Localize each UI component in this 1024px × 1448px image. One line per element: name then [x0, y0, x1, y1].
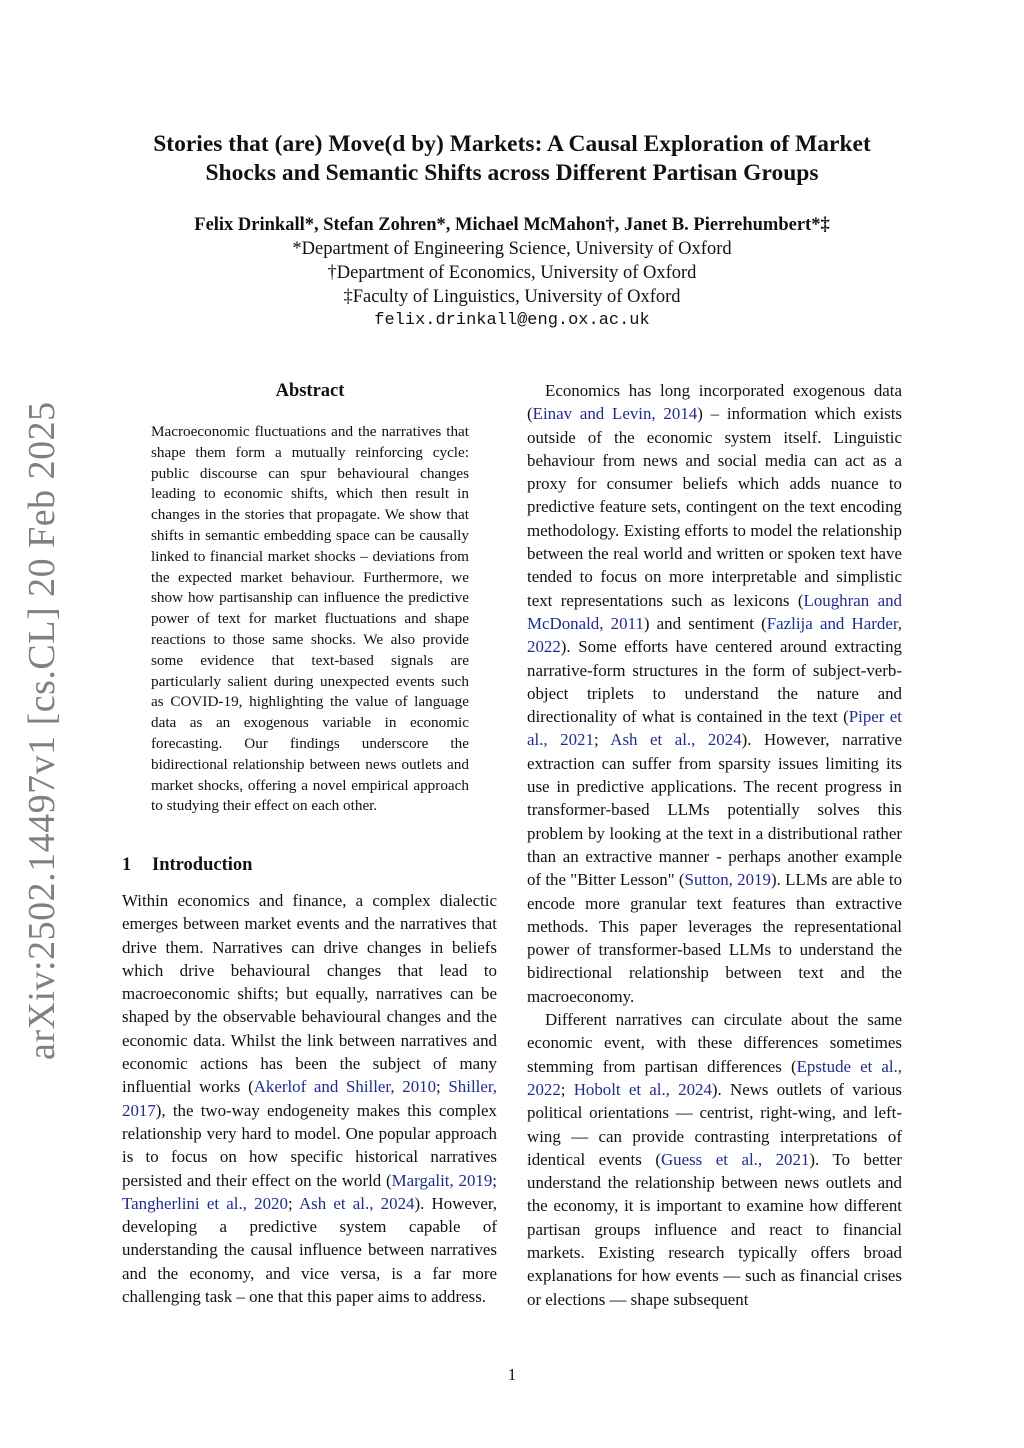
body-text: Different narratives can circulate about the same economic event, with these differences sometimes stemming from partisan differences ( [527, 1010, 902, 1076]
body-text: ). To better understand the relationship between news outlets and the economy, it is important to examine how different partisan groups influence and react to financial markets. Existing research typically offers broad explanations for how events — such as financial crises or elections — shape subsequent [527, 1149, 902, 1309]
citation-link[interactable]: Akerlof and Shiller, 2010 [253, 1077, 437, 1097]
body-text: ). LLMs are able to encode more granular text features than extractive methods. This paper leverages the representational power of transformer-based LLMs to understand the bidirectional relationship between text and the macroeconomy. [527, 870, 903, 1006]
abstract-heading: Abstract [275, 381, 345, 401]
citation-link[interactable]: Einav and Levin, 2014 [532, 404, 698, 424]
body-text: ; [436, 1077, 449, 1097]
body-text: ). Some efforts have centered around extracting narrative-form structures in the form of subject-verb-object triplets to understand the nature and directionality of what is contained in the text ( [527, 637, 902, 727]
citation-link[interactable]: Loughran and McDonald, 2011 [527, 590, 902, 633]
author-block [80, 213, 944, 333]
arxiv-sidebar-stamp: arXiv:2502.14497v1 [cs.CL] 20 Feb 2025 [21, 401, 63, 1060]
author-names: Felix Drinkall*, Stefan Zohren*, Michael McMahon†, Janet B. Pierrehumbert*‡ [194, 215, 830, 235]
citation-link[interactable]: Hobolt et al., 2024 [573, 1079, 712, 1099]
intro-paragraph-3 [527, 1008, 902, 1311]
body-text: Economics has long incorporated exogenous data ( [527, 381, 902, 424]
body-text: ) and sentiment ( [643, 613, 767, 633]
author-email[interactable]: felix.drinkall@eng.ox.ac.uk [374, 311, 650, 330]
intro-paragraph-2 [527, 379, 902, 1008]
section-number: 1 [122, 855, 132, 875]
citation-link[interactable]: Tangherlini et al., 2020 [122, 1193, 288, 1213]
title-line-1: Stories that (are) Move(d by) Markets: A Causal Exploration of Market [153, 131, 871, 157]
citation-link[interactable]: Shiller, 2017 [122, 1077, 497, 1120]
page-number: 1 [507, 1365, 517, 1384]
citation-link[interactable]: Ash et al., 2024 [298, 1193, 415, 1213]
citation-link[interactable]: Sutton, 2019 [684, 870, 771, 890]
body-text: ) – information which exists outside of the economic system itself. Linguistic behaviour from news and social media can act as a proxy for consumer beliefs which adds nuance to predictive feature sets, contingent on the text encoding methodology. Existing efforts to model the relationship between the real world and written or spoken text have tended to focus on more interpretable and simplistic text representations such as lexicons ( [527, 404, 902, 610]
section-heading-introduction [122, 853, 497, 877]
body-text: ). However, developing a predictive system capable of understanding the causal influence between narratives and the economy, and vice versa, is a far more challenging task – one that this paper aims to address. [122, 1193, 498, 1307]
body-text: ; [287, 1193, 299, 1213]
body-text: ; [560, 1079, 574, 1099]
body-text: ), the two-way endogeneity makes this complex relationship very hard to model. One popular approach is to focus on how specific historical narratives persisted and their effect on the world ( [122, 1100, 497, 1190]
citation-link[interactable]: Guess et al., 2021 [660, 1149, 810, 1169]
title-line-2: Shocks and Semantic Shifts across Different Partisan Groups [205, 160, 819, 186]
body-text: ; [593, 730, 611, 750]
body-text: ). However, narrative extraction can suffer from sparsity issues limiting its use in predictive applications. The recent progress in transformer-based LLMs potentially solves this problem by looking at the text in a distributional rather than an extractive manner - perhaps another example of the "Bitter Lesson" ( [527, 730, 903, 890]
affiliation-engineering: *Department of Engineering Science, University of Oxford [292, 239, 732, 259]
citation-link[interactable]: Epstude et al., 2022 [527, 1056, 902, 1099]
citation-link[interactable]: Margalit, 2019 [391, 1170, 493, 1190]
body-text: ; [492, 1170, 497, 1190]
left-column [122, 889, 497, 1308]
right-column [527, 379, 902, 1311]
paper-title [100, 130, 924, 188]
citation-link[interactable]: Piper et al., 2021 [527, 707, 902, 750]
body-text: Within economics and finance, a complex dialectic emerges between market events and the narratives that drive them. Narratives can drive changes in beliefs which drive behavioural changes that lead to macroeconomic shifts; but equally, narratives can be shaped by the observable behavioural changes and the economic data. Whilst the link between narratives and economic actions has been the subject of many influential works ( [122, 891, 497, 1097]
intro-paragraph-1 [122, 889, 497, 1308]
citation-link[interactable]: Fazlija and Harder, 2022 [527, 613, 902, 657]
section-title: Introduction [152, 855, 253, 875]
affiliation-linguistics: ‡Faculty of Linguistics, University of Oxford [343, 287, 681, 307]
abstract-text: Macroeconomic fluctuations and the narratives that shape them form a mutually reinforcing cycle: public discourse can spur behavioural changes leading to economic shifts, which then result in changes in the stories that propagate. We show that shifts in semantic embedding space can be causally linked to financial market shocks – deviations from the expected market behaviour. Furthermore, we show how partisanship can influence the predictive power of text for market fluctuations and shape reactions to those same shocks. We also provide some evidence that text-based signals are particularly salient during unexpected events such as COVID-19, highlighting the value of language data as an exogenous variable in economic forecasting. Our findings underscore the bidirectional relationship between news outlets and market shocks, offering a novel empirical approach to studying their effect on each other. [151, 423, 469, 815]
body-text: ). News outlets of various political orientations — centrist, right-wing, and left-wing — can provide contrasting interpretations of identical events ( [527, 1079, 902, 1169]
affiliation-economics: †Department of Economics, University of Oxford [327, 263, 697, 283]
citation-link[interactable]: Ash et al., 2024 [610, 730, 742, 750]
